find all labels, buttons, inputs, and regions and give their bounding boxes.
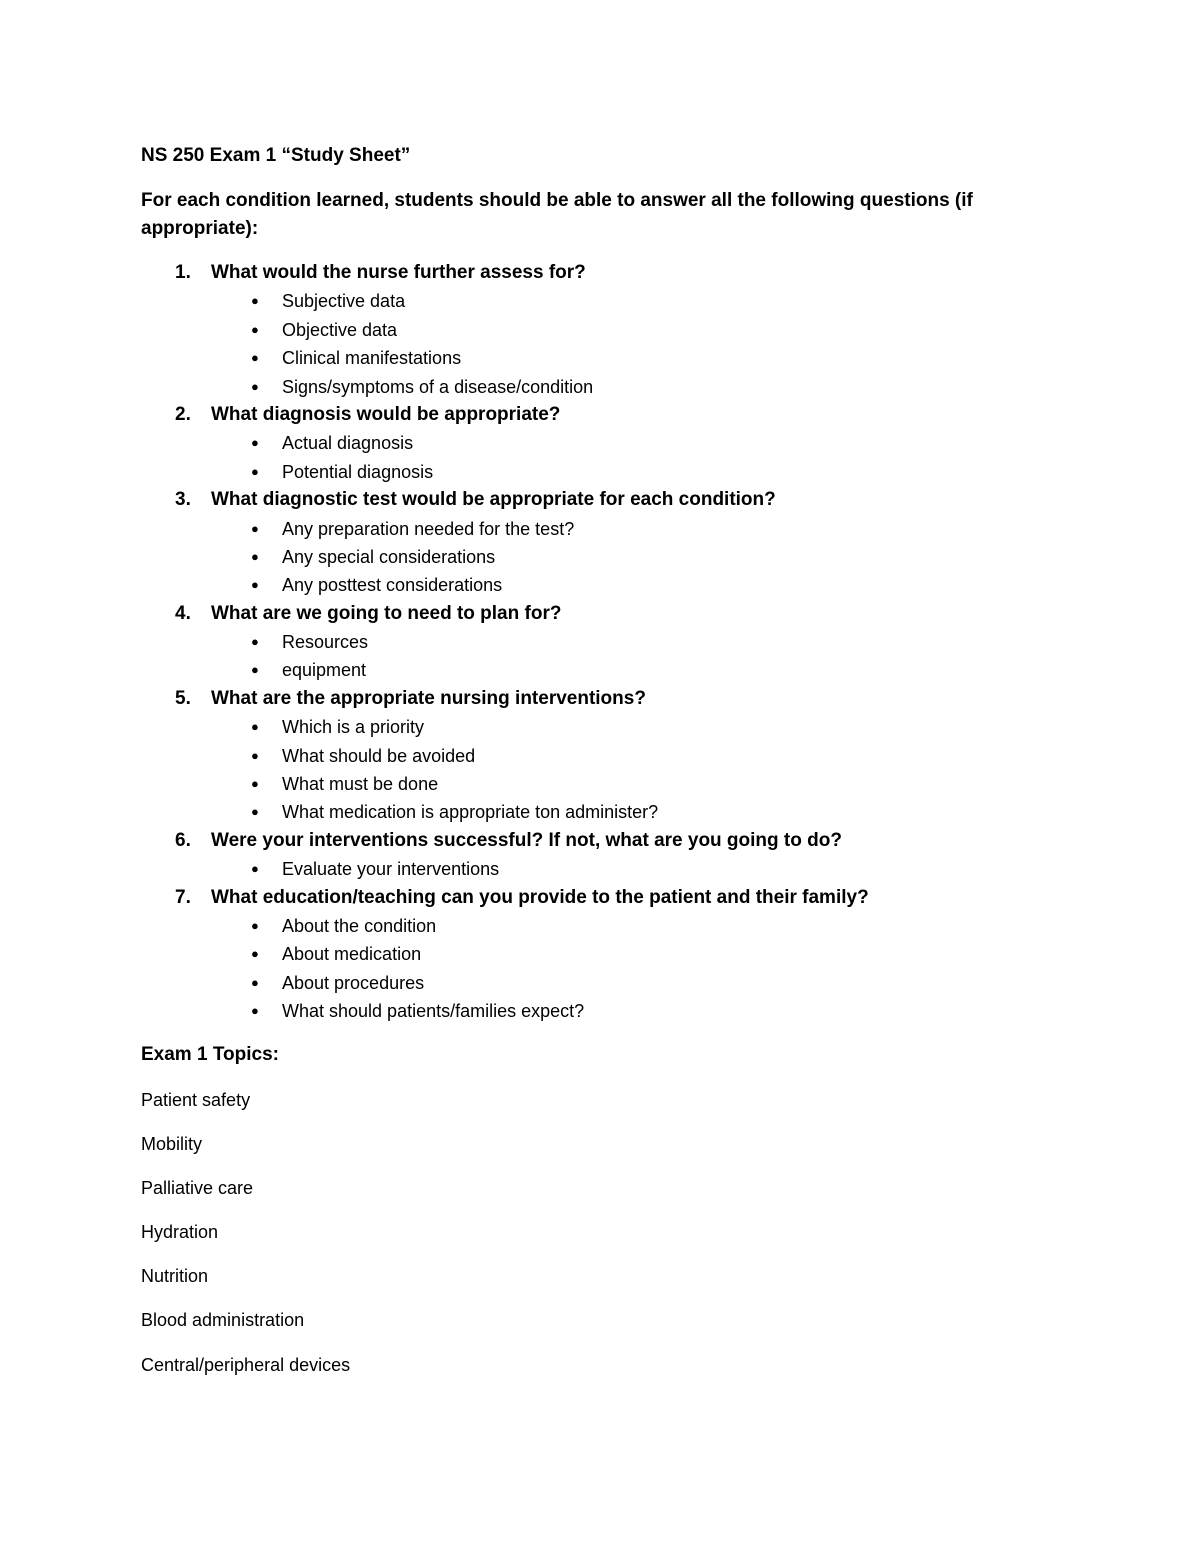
sub-item [0, 287, 1200, 315]
bullet-icon: ● [251, 719, 259, 735]
question-text: What diagnostic test would be appropriate for each condition? [211, 489, 776, 511]
topic-item: Hydration [141, 1222, 219, 1243]
bullet-icon: ● [251, 1003, 259, 1019]
sub-item-text: About procedures [282, 972, 425, 993]
sub-item-text: What medication is appropriate ton administer? [282, 802, 659, 823]
sub-item-text: Any special considerations [282, 546, 496, 567]
bullet-icon: ● [251, 378, 259, 394]
sub-item-text: Evaluate your interventions [282, 859, 500, 880]
question-number: 2. [175, 403, 191, 425]
bullet-icon: ● [251, 917, 259, 933]
bullet-icon: ● [251, 463, 259, 479]
sub-item-text: What must be done [282, 774, 439, 795]
bullet-icon: ● [251, 974, 259, 990]
bullet-icon: ● [251, 577, 259, 593]
bullet-icon: ● [251, 946, 259, 962]
sub-item [0, 373, 1200, 401]
document-title: NS 250 Exam 1 “Study Sheet” [141, 145, 411, 166]
question-list [0, 259, 1200, 1026]
topics-list [141, 1088, 1041, 1397]
sub-item [0, 429, 1200, 457]
question-text: Were your interventions successful? If not, what are you going to do? [211, 829, 842, 851]
question-text: What would the nurse further assess for? [211, 262, 586, 283]
sub-item [0, 656, 1200, 684]
sub-item [0, 571, 1200, 599]
sub-item [0, 997, 1200, 1025]
question-text: What are the appropriate nursing interventions? [211, 687, 646, 709]
sub-item-text: Any posttest considerations [282, 575, 503, 596]
topic-item: Mobility [141, 1134, 203, 1155]
sub-item-text: Subjective data [282, 291, 406, 312]
topic-item: Blood administration [141, 1310, 305, 1331]
question-text: What diagnosis would be appropriate? [211, 403, 561, 425]
bullet-icon: ● [251, 293, 259, 309]
sub-item [0, 515, 1200, 543]
intro-paragraph: For each condition learned, students should be able to answer all the following questions (if appropriate): [141, 190, 973, 239]
sub-item [0, 855, 1200, 883]
sub-item [0, 969, 1200, 997]
question-item [0, 884, 1200, 912]
sub-item [0, 713, 1200, 741]
sub-item [0, 458, 1200, 486]
question-text: What education/teaching can you provide to the patient and their family? [211, 886, 869, 908]
sub-item [0, 628, 1200, 656]
topic-item: Patient safety [141, 1090, 251, 1110]
sub-item-text: Which is a priority [282, 717, 425, 738]
sub-item [0, 798, 1200, 826]
sub-item-text: Signs/symptoms of a disease/condition [282, 376, 594, 397]
sub-item-text: Resources [282, 632, 369, 653]
bullet-icon: ● [251, 435, 259, 451]
bullet-icon: ● [251, 776, 259, 792]
sub-item [0, 344, 1200, 372]
question-item [0, 401, 1200, 429]
bullet-icon: ● [251, 321, 259, 337]
question-number: 7. [175, 886, 191, 908]
topic-item: Palliative care [141, 1178, 254, 1199]
topics-heading: Exam 1 Topics: [141, 1044, 279, 1065]
sub-item [0, 770, 1200, 798]
bullet-icon: ● [251, 747, 259, 763]
sub-item-text: What should patients/families expect? [282, 1001, 585, 1022]
sub-item [0, 940, 1200, 968]
question-number: 5. [175, 687, 191, 709]
sub-item [0, 316, 1200, 344]
question-item [0, 259, 1200, 287]
question-number: 3. [175, 489, 191, 511]
sub-item-text: About the condition [282, 915, 437, 936]
sub-item [0, 543, 1200, 571]
question-item [0, 685, 1200, 713]
bullet-icon: ● [251, 804, 259, 820]
question-number: 4. [175, 602, 191, 624]
sub-item-text: Actual diagnosis [282, 433, 414, 454]
sub-item-text: What should be avoided [282, 745, 476, 766]
sub-item [0, 742, 1200, 770]
question-item [0, 600, 1200, 628]
bullet-icon: ● [251, 548, 259, 564]
sub-item-text: About medication [282, 944, 422, 965]
topic-item: Nutrition [141, 1266, 209, 1287]
sub-item-text: Objective data [282, 319, 398, 340]
question-item [0, 827, 1200, 855]
bullet-icon: ● [251, 662, 259, 678]
sub-item-text: equipment [282, 660, 367, 681]
question-item [0, 486, 1200, 514]
sub-item-text: Any preparation needed for the test? [282, 518, 575, 539]
bullet-icon: ● [251, 350, 259, 366]
bullet-icon: ● [251, 634, 259, 650]
question-text: What are we going to need to plan for? [211, 602, 562, 624]
sub-item [0, 912, 1200, 940]
question-number: 1. [175, 262, 191, 283]
sub-item-text: Clinical manifestations [282, 348, 462, 369]
bullet-icon: ● [251, 861, 259, 877]
question-number: 6. [175, 829, 191, 851]
topic-item: Central/peripheral devices [141, 1354, 351, 1375]
sub-item-text: Potential diagnosis [282, 461, 434, 482]
bullet-icon: ● [251, 520, 259, 536]
